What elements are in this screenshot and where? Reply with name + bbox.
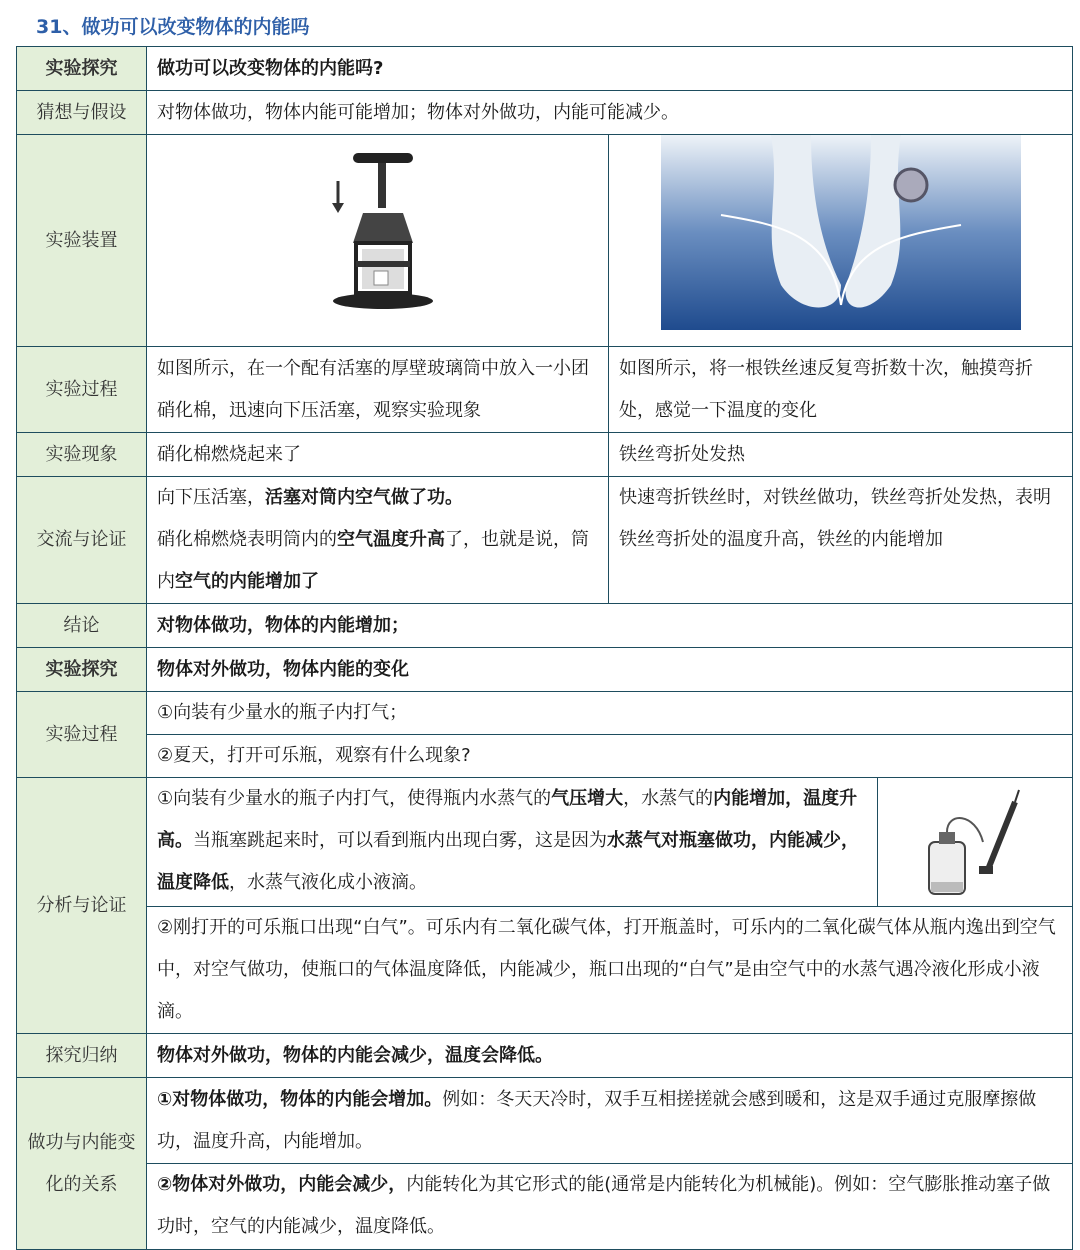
relation-cell [147, 1078, 1073, 1250]
bold-span: 内能增加，温度升高。 [157, 788, 858, 851]
text-span: ，水蒸气液化成小液滴。 [229, 872, 427, 893]
analysis-p2: ②刚打开的可乐瓶口出现“白气”。可乐内有二氧化碳气体，打开瓶盖时，可乐内的二氧化碳气体从瓶内逸出到空气中，对空气做功，使瓶口的气体温度降低，内能减少，瓶口出现的“白气”是由空气中的水蒸气遇冷液化形成小液滴。 [147, 906, 1072, 1033]
piston-cylinder-image [147, 135, 609, 347]
text-span: 硝化棉燃烧表明筒内的 [157, 529, 337, 550]
table-row [17, 692, 1073, 778]
bottle-pump-image [878, 778, 1072, 906]
table-row [17, 1034, 1073, 1078]
bold-span: 水蒸气对瓶塞做功，内能减少，温度降低 [157, 830, 859, 893]
row-label: 猜想与假设 [17, 91, 147, 135]
process-left: 如图所示，在一个配有活塞的厚壁玻璃筒中放入一小团硝化棉，迅速向下压活塞，观察实验现象 [147, 347, 609, 433]
row-text: 物体对外做功，物体内能的变化 [147, 648, 1073, 692]
row-text: 做功可以改变物体的内能吗? [147, 47, 1073, 91]
row-label: 做功与内能变化的关系 [17, 1078, 147, 1250]
table-row [17, 604, 1073, 648]
text-span: 了，也就是说，筒内 [157, 529, 589, 592]
discussion-right: 快速弯折铁丝时，对铁丝做功，铁丝弯折处发热，表明铁丝弯折处的温度升高，铁丝的内能增加 [609, 477, 1073, 604]
text-span: 内能转化为其它形式的能(通常是内能转化为机械能)。例如：空气膨胀推动塞子做功时，空气的内能减少，温度降低。 [157, 1174, 1051, 1237]
page-title: 31、做功可以改变物体的内能吗 [36, 16, 310, 38]
table-row [17, 648, 1073, 692]
table-row [17, 477, 1073, 604]
phenomenon-left: 硝化棉燃烧起来了 [147, 433, 609, 477]
table-row [17, 91, 1073, 135]
discussion-left [147, 477, 609, 604]
row-label: 实验现象 [17, 433, 147, 477]
row-label: 交流与论证 [17, 477, 147, 604]
bold-span: 空气的内能增加了 [175, 571, 319, 592]
experiment-table [16, 46, 1073, 1250]
row-label: 实验探究 [17, 47, 147, 91]
phenomenon-right: 铁丝弯折处发热 [609, 433, 1073, 477]
analysis-cell [147, 778, 1073, 1034]
row-label: 实验装置 [17, 135, 147, 347]
row-label: 探究归纳 [17, 1034, 147, 1078]
text-span: ①向装有少量水的瓶子内打气，使得瓶内水蒸气的 [157, 788, 552, 809]
row-label: 结论 [17, 604, 147, 648]
process2-cell [147, 692, 1073, 778]
relation-item [147, 1079, 1072, 1163]
analysis-p1 [147, 778, 878, 906]
table-row [17, 778, 1073, 1034]
row-label: 实验探究 [17, 648, 147, 692]
table-row [17, 433, 1073, 477]
row-label: 实验过程 [17, 692, 147, 778]
row-label: 分析与论证 [17, 778, 147, 1034]
row-label: 实验过程 [17, 347, 147, 433]
row-text: 对物体做功，物体内能可能增加；物体对外做功，内能可能减少。 [147, 91, 1073, 135]
text-span: 当瓶塞跳起来时，可以看到瓶内出现白雾，这是因为 [193, 830, 607, 851]
bold-span: 气压增大 [551, 788, 624, 809]
relation-item [147, 1163, 1072, 1248]
process-right: 如图所示，将一根铁丝速反复弯折数十次，触摸弯折处，感觉一下温度的变化 [609, 347, 1073, 433]
table-row [17, 135, 1073, 347]
bold-span: ①对物体做功，物体的内能会增加。 [157, 1089, 443, 1110]
bold-span: 活塞对筒内空气做了功。 [265, 487, 463, 508]
row-text: 对物体做功，物体的内能增加； [147, 604, 1073, 648]
bending-wire-image [609, 135, 1073, 347]
process2-item: ①向装有少量水的瓶子内打气； [157, 702, 408, 723]
bold-span: ②物体对外做功，内能会减少， [157, 1174, 407, 1195]
bold-span: 空气温度升高 [337, 529, 445, 550]
table-row [17, 347, 1073, 433]
table-row [17, 1078, 1073, 1250]
table-row [17, 47, 1073, 91]
process2-item: ②夏天，打开可乐瓶，观察有什么现象? [147, 734, 1072, 777]
row-text: 物体对外做功，物体的内能会减少，温度会降低。 [147, 1034, 1073, 1078]
text-span: 向下压活塞， [157, 487, 265, 508]
text-span: ，水蒸气的 [623, 788, 714, 809]
text-span: 例如：冬天天冷时，双手互相搓搓就会感到暖和，这是双手通过克服摩擦做功，温度升高，内能增加。 [157, 1089, 1037, 1152]
